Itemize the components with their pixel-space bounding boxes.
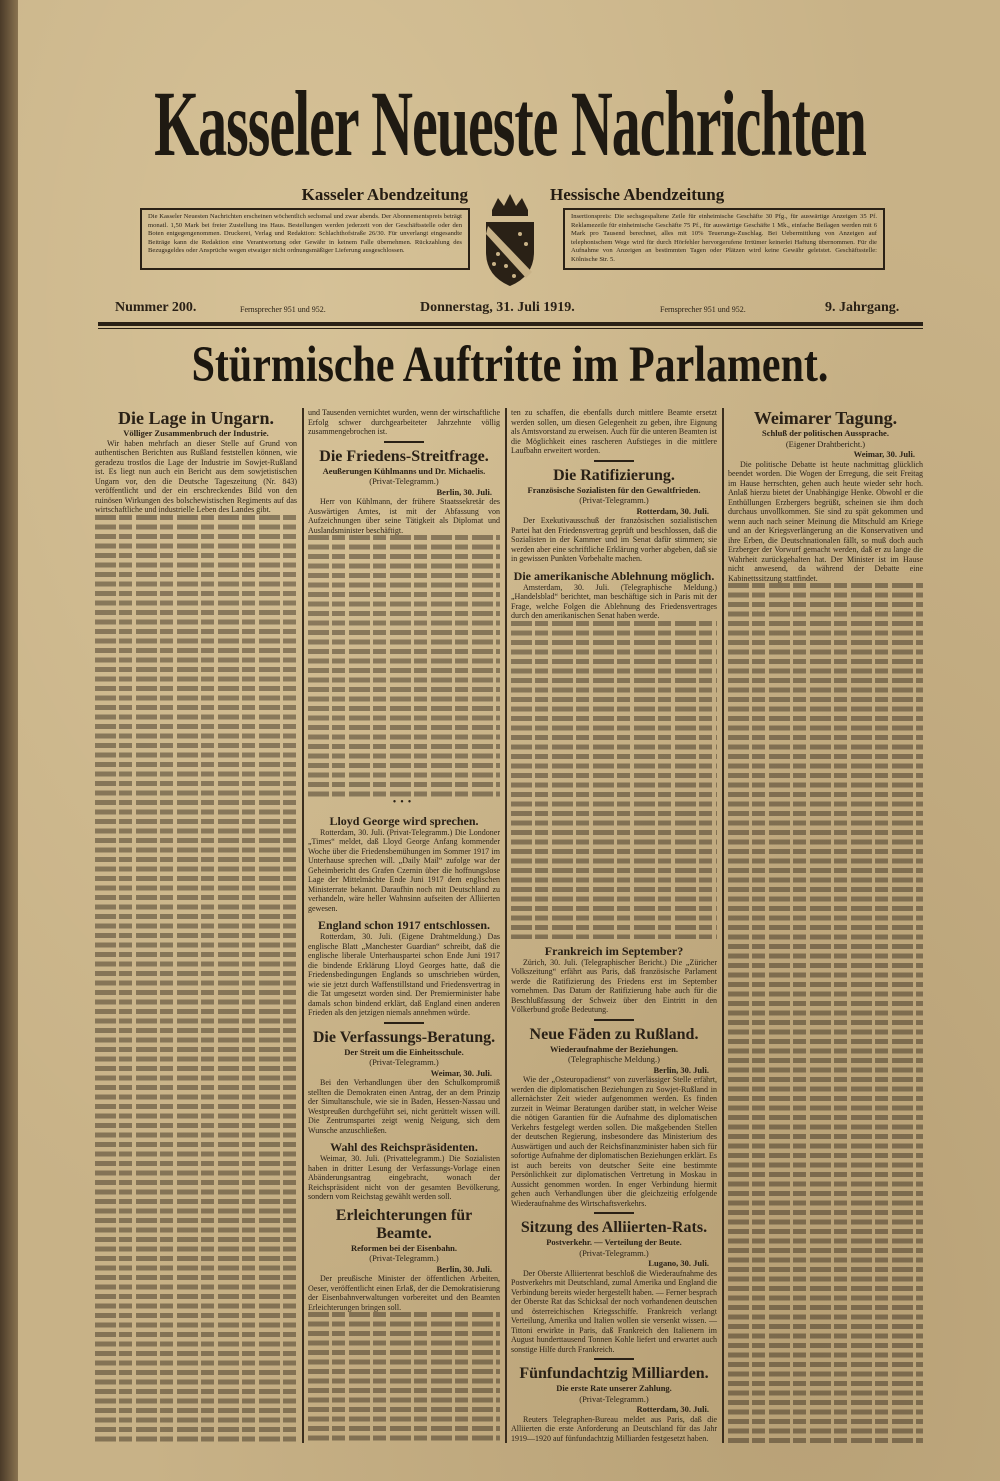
article-text: und Tausenden vernichtet wurden, wenn der wirtschaftliche Erfolg schwer durchgearbeiteter Jahrzehnte völlig zusammengebrochen ist.: [308, 408, 500, 436]
phone-left: Fernsprecher 951 und 952.: [240, 305, 326, 314]
subheadline: Postverkehr. — Verteilung der Beute.: [546, 1237, 682, 1247]
volume: 9. Jahrgang.: [825, 300, 900, 315]
headline: Sitzung des Alliierten-Rats.: [520, 1219, 708, 1236]
article-text: Rotterdam, 30. Juli. (Privat-Telegramm.) Die Londoner „Times“ meldet, daß Lloyd George Anfang kommender Woche über die Friedensbemühungen im Sommer 1917 im Unterhause sprechen will. „Daily Mail“ zufolge war der Geheimbericht des Grafen Czernin über die hoffnungslose Lage der Mittelmächte Ende Juni 1917 dem englischen Ministerrate bekannt. Daraufhin noch mit Deutschland zu verhandeln, wäre heller Wahnsinn aufseiten der Alliierten gewesen.: [308, 827, 500, 913]
source: (Telegraphische Meldung.): [568, 1054, 660, 1064]
dateline: Weimar, 30. Juli.: [853, 449, 915, 459]
article-england-1917: [308, 918, 500, 1018]
masthead-rule: [98, 322, 923, 326]
subheadline: Aeußerungen Kühlmanns und Dr. Michaelis.: [322, 465, 486, 476]
headline: Die Lage in Ungarn.: [117, 408, 274, 428]
headline: Frankreich im September?: [544, 943, 684, 958]
subheadline: Völliger Zusammenbruch der Industrie.: [123, 428, 269, 438]
issue-date: Donnerstag, 31. Juli 1919.: [420, 300, 575, 315]
dateline: Berlin, 30. Juli.: [436, 486, 492, 497]
separator: [594, 1358, 634, 1360]
separator: •••: [392, 796, 416, 808]
column-2: [308, 408, 500, 1443]
column-divider: [505, 408, 507, 1443]
article-text: Zürich, 30. Juli. (Telegraphischer Bericht.) Die „Züricher Volkszeitung“ erfährt aus Paris, daß französische Parlament werde die Ratifizierung des Friedens erst im September vornehmen. Das Datum der Ratifizierung habe auch für die Beschlußfassung der Schweiz über den Eintritt in den Völkerbund große Bedeutung.: [511, 957, 717, 1014]
article-text: Amsterdam, 30. Juli. (Telegraphische Meldung.) „Handelsblad“ berichtet, man beschäftige sich in Paris mit der Frage, welche Folgen die Ablehnung des Friedensvertrages durch den amerikanischen Senat haben werde.: [511, 582, 717, 620]
source: (Privat-Telegramm.): [369, 1057, 439, 1068]
subtitle-right: Hessische Abendzeitung: [550, 185, 725, 204]
article-neue-faeden-russland: [511, 1026, 717, 1209]
column-divider: [302, 408, 304, 1443]
article-lage-in-ungarn: [95, 408, 297, 515]
article-text-continued: [95, 515, 297, 1444]
column-1: [95, 408, 297, 1443]
headline: Die amerikanische Ablehnung möglich.: [513, 568, 715, 583]
source: (Privat-Telegramm.): [579, 1393, 649, 1404]
phone-right: Fernsprecher 951 und 952.: [660, 305, 746, 314]
dateline: Weimar, 30. Juli.: [430, 1067, 492, 1078]
headline: Fünfundachtzig Milliarden.: [519, 1365, 709, 1382]
source: (Privat-Telegramm.): [579, 495, 649, 505]
article-text: Herr von Kühlmann, der frühere Staatssekretär des Auswärtigen Amtes, ist mit der Abfassung von Aufzeichnungen über seine Tätigkeit als Diplomat und Auslandsminister beschäftigt.: [308, 497, 500, 535]
separator: [384, 441, 424, 443]
article-erleichterungen-beamte: [308, 1207, 500, 1313]
dateline: Berlin, 30. Juli.: [653, 1064, 709, 1075]
headline: England schon 1917 entschlossen.: [317, 918, 491, 933]
article-continuation: [308, 408, 500, 437]
article-lloyd-george: [308, 814, 500, 914]
article-text: ten zu schaffen, die ebenfalls durch mittlere Beamte ersetzt werden sollen, um diesen Gelegenheit zu geben, ihre Eignung als Amtsvorstand zu erweisen. Auch für die unteren Beamten ist die Möglichkeit eines rascheren Aufstieges in die mittlere Laufbahn erweitert worden.: [511, 408, 717, 455]
subheadline: Reformen bei der Eisenbahn.: [350, 1242, 458, 1253]
article-text-continued: [308, 1312, 500, 1443]
article-text-continued: [511, 621, 717, 939]
column-3: [511, 408, 717, 1443]
article-amerikanische-ablehnung: [511, 569, 717, 621]
source: (Privat-Telegramm.): [579, 1247, 649, 1258]
article-text: Wie der „Osteuropadienst“ von zuverlässiger Stelle erfährt, werden die diplomatischen Beziehungen zu Sowjet-Rußland in allernächster Zeit wieder aufgenommen werden. Es finden zurzeit in Weimar Beratungen darüber statt, in welcher Weise die nötigen Garantien für die Aufnahme des diplomatischen Verkehrs festgelegt werden sollen. Die maßgebenden Stellen der deutschen Regierung, insbesondere das Ministerium des Auswärtigen und auch der Reichsfinanzminister haben sich für sofortige Aufnahme der diplomatischen Beziehungen erklärt. Es ist auch bereits von deutscher Seite eine bestimmte Persönlichkeit zur diplomatischen Vertretung in Moskau in Aussicht genommen worden. In enger Verbindung hiermit gehen auch Verhandlungen über die gleichzeitig erfolgende Wiederaufnahme des Wirtschaftsverkehrs.: [511, 1075, 717, 1208]
issue-number: Nummer 200.: [115, 300, 197, 315]
subheadline: Die erste Rate unserer Zahlung.: [556, 1383, 672, 1393]
article-text: Der preußische Minister der öffentlichen Arbeiten, Oeser, veröffentlicht einen Erlaß, der die Demokratisierung der Eisenbahnverwaltungen vorbereitet und den Beamten Erleichterungen bringen soll.: [308, 1274, 500, 1312]
subheadline: Französische Sozialisten für den Gewaltfrieden.: [527, 484, 701, 495]
article-text: Weimar, 30. Juli. (Privattelegramm.) Die Sozialisten haben in dritter Lesung der Verfassungs-Vorlage einen Abänderungsantrag eingebracht, wonach der Reichspräsident nicht von der gesamten Bevölkerung, sondern vom Reichstag gewählt werden soll.: [308, 1154, 500, 1202]
article-text: Reuters Telegraphen-Bureau meldet aus Paris, daß die Alliierten die erste Anforderung an Deutschland für das Jahr 1919—1920 auf fünfundachtzig Milliarden festgesetzt haben.: [511, 1414, 717, 1443]
separator: [594, 460, 634, 462]
masthead-rule-thin: [98, 328, 923, 329]
coat-of-arms-icon: [480, 188, 540, 288]
source: (Privat-Telegramm.): [369, 476, 439, 486]
article-fuenfundachtzig-milliarden: [511, 1365, 717, 1443]
dateline: Berlin, 30. Juli.: [436, 1263, 492, 1274]
advertising-info-box: Insertionspreis: Die sechsgespaltene Zeile für einheimische Geschäfte 30 Pfg., für auswärtige Anzeigen 35 Pf. Reklamezeile für einheimische Geschäfte 75 Pf., für auswärtige Geschäfte 1 Mk., einfache Beilagen werden mit 6 Mark pro Tausend berechnet, alles mit 10% Teuerungs-Zuschlag. Bei Uebermittlung von Anzeigen auf telephonischem Wege wird für durch Hörfehler hervorgerufene Irrtümer keinerlei Haftung übernommen. Für die Aufnahme von Anzeigen an bestimmten Tagen oder Plätzen wird keine Gewähr geleistet. Geschäftsstelle: Kölnische Str. 5.: [563, 208, 885, 270]
page-edge: [0, 0, 18, 1481]
subheadline: Wiederaufnahme der Beziehungen.: [550, 1043, 678, 1054]
subheadline: Schluß der politischen Aussprache.: [762, 428, 889, 438]
article-ratifizierung: [511, 467, 717, 564]
article-text: Wir haben mehrfach an dieser Stelle auf Grund von authentischen Berichten aus Rußland feststellen können, wie geradezu trostlos die Lage der Industrie im Sowjet-Rußland ist. Es liegt nun auch ein Bericht aus dem sowjetistischen Ungarn vor, den die Deutsche Tageszeitung (Nr. 843) veröffentlicht und der ein erschreckendes Bild von den ruinösen Wirkungen des bolschewistischen Regiments auf das wirtschaftliche und industrielle Leben des Landes gibt.: [95, 438, 297, 514]
article-frankreich-september: [511, 944, 717, 1015]
article-text: Die politische Debatte ist heute nachmittag glücklich beendet worden. Die Wogen der Erregung, die seit Freitag im Hause herrschten, gehen auch heute wieder sehr hoch. Anlaß hierzu bietet der Unabhängige Henke. Obwohl er die Enthüllungen Erzbergers begrüßt, scheinen sie ihm doch durchaus unvollkommen. Sie sind zu spät gekommen und wenn auch nach seiner Meinung die Mitschuld am Kriege und an der Kriegsverlängerung an die Konservativen und ihre Erben, die Deutschnationalen fällt, so muß doch auch Erzberger der Vorwurf gemacht werden, daß er zu lange die Wahrheit zurückgehalten hat. Der Minister ist im Hause nicht anwesend, da während der Debatte eine Kabinettssitzung stattfindet.: [728, 459, 923, 583]
source: (Eigener Drahtbericht.): [785, 438, 866, 449]
headline: Weimarer Tagung.: [753, 408, 898, 428]
dateline: Rotterdam, 30. Juli.: [636, 1404, 709, 1414]
separator: [384, 1022, 424, 1024]
subtitle-left: Kasseler Abendzeitung: [301, 185, 468, 204]
source: (Privat-Telegramm.): [369, 1253, 439, 1264]
headline: Die Verfassungs-Beratung.: [312, 1028, 496, 1046]
separator: [594, 1019, 634, 1021]
headline: Die Ratifizierung.: [553, 466, 675, 484]
article-friedens-streitfrage: [308, 448, 500, 536]
article-text: Der Oberste Alliiertenrat beschloß die Wiederaufnahme des Postverkehrs mit Deutschland, zumal Amerika und England die Verbindung bereits wieder hergestellt haben. — Ferner besprach der Oberste Rat das Schicksal der noch vorhandenen deutschen und österreichischen Kriegsschiffe. Frankreich verlangt Verteilung, Amerika und Italien wollen sie versenkt wissen. — Tittoni erwirkte in Paris, daß Frankreich den Italienern im August hunderttausend Tonnen Kohle liefert und erwartet auch sonstige Hilfe durch Frankreich.: [511, 1268, 718, 1354]
article-text: Der Exekutivausschuß der französischen sozialistischen Partei hat den Friedensvertrag geprüft und beschlossen, daß die Sozialisten in der Kammer und im Senat dafür stimmen; sie werden aber eine schriftliche Erklärung vorher abgeben, daß sie in gewissen Punkten Vorbehalte machen.: [511, 516, 717, 563]
article-text-continued: [728, 583, 923, 1443]
headline: Die Friedens-Streitfrage.: [319, 447, 489, 465]
column-divider: [722, 408, 724, 1443]
subheadline: Der Streit um die Einheitsschule.: [344, 1046, 464, 1057]
article-alliierten-rat: [511, 1219, 717, 1354]
headline: Wahl des Reichspräsidenten.: [330, 1140, 478, 1155]
headline: Erleichterungen für Beamte.: [335, 1206, 473, 1242]
article-text: Rotterdam, 30. Juli. (Eigene Drahtmeldung.) Das englische Blatt „Manchester Guardian“ schreibt, daß die englische liberale Unterhauspartei schon Ende Juni 1917 die bindende Erklärung Lloyd Georges hatte, daß die Friedensbedingungen Englands so umschrieben würden, wie sie jetzt durch Waffenstillstand und Friedensvertrag in die Tat umgesetzt worden sind. Der Premierminister habe damals schon bindend erklärt, daß England einen anderen Frieden als den jetzigen niemals annehmen würde.: [308, 932, 500, 1018]
column-4: [728, 408, 923, 1443]
article-text-continued: [308, 535, 500, 797]
article-weimarer-tagung: [728, 408, 923, 583]
dateline: Lugano, 30. Juli.: [648, 1258, 709, 1268]
article-verfassungs-beratung: [308, 1029, 500, 1136]
separator: [594, 1212, 634, 1214]
headline: Lloyd George wird sprechen.: [329, 813, 479, 828]
main-headline: Stürmische Auftritte im Parlament.: [191, 337, 829, 393]
article-wahl-reichspraesident: [308, 1140, 500, 1202]
headline: Neue Fäden zu Rußland.: [529, 1025, 699, 1043]
subscription-info-box: Die Kasseler Neuesten Nachrichten erscheinen wöchentlich sechsmal und zwar abends. Der Abonnementspreis beträgt monatl. 1,50 Mark bei freier Zustellung ins Haus. Bestellungen werden jederzeit von der Geschäftsstelle oder den Boten entgegengenommen. Druckerei, Verlag und Redaktion: Schlachthofstraße 26/30. Für unverlangt eingesandte Beiträge kann die Redaktion eine Verantwortung oder Gewähr in keinem Falle übernehmen. Rückzahlung des Bezugsgeldes oder Ansprüche wegen etwaiger nicht ordnungsmäßiger Lieferung ausgeschlossen.: [140, 208, 470, 270]
article-text: Bei den Verhandlungen über den Schulkompromiß stellten die Demokraten einen Antrag, der an dem Prinzip der Simultanschule, wie sie in Baden, Hessen-Nassau und Westpreußen durchgeführt sei, nicht gerüttelt wissen will. Die Zentrumspartei zeigt wenig Neigung, sich dem Wunsche anzuschließen.: [308, 1078, 500, 1135]
masthead-title: Kasseler Neueste Nachrichten: [154, 71, 866, 176]
article-continuation: [511, 408, 717, 456]
dateline: Rotterdam, 30. Juli.: [636, 505, 709, 516]
